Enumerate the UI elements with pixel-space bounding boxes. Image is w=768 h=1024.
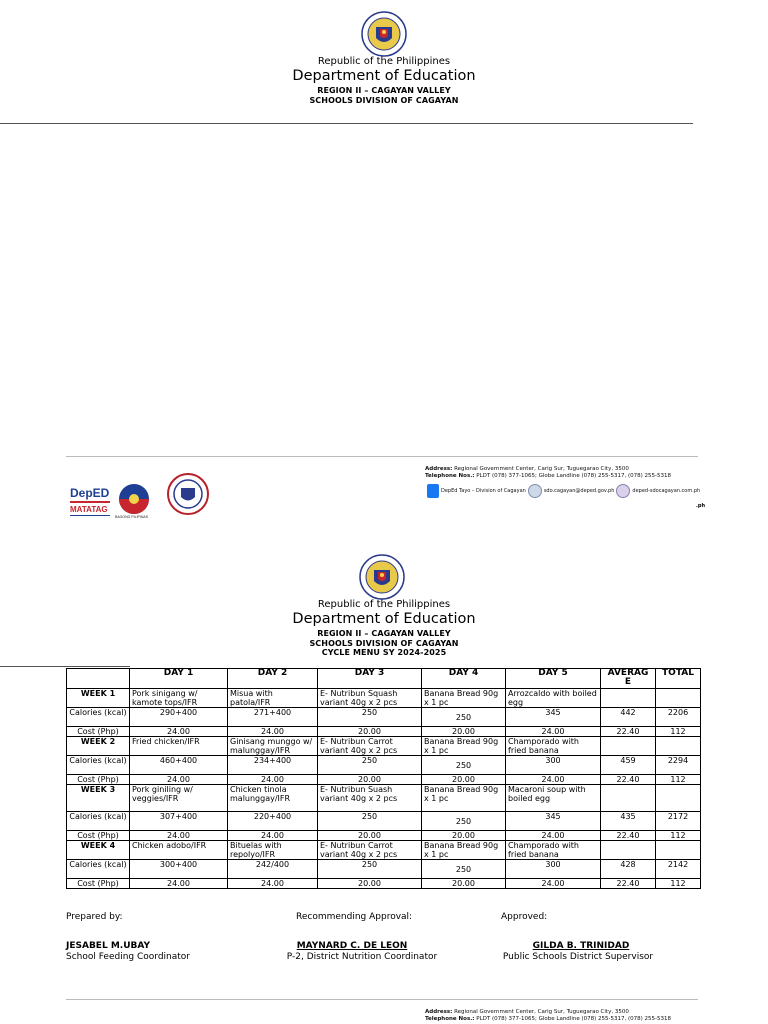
prepared-position: School Feeding Coordinator <box>66 952 190 962</box>
cost-cell: 24.00 <box>130 775 228 785</box>
calories-label: Calories (kcal) <box>67 756 130 775</box>
calorie-cell: 250 <box>422 708 506 727</box>
calorie-cell: 242/400 <box>228 860 318 879</box>
cost-average: 22.40 <box>601 727 656 737</box>
table-row <box>67 775 701 785</box>
deped-seal-page2 <box>359 554 405 600</box>
department-title-2: Department of Education <box>292 611 476 627</box>
approved-position: Public Schools District Supervisor <box>502 952 654 962</box>
menu-cell: Misua with patola/IFR <box>228 689 318 708</box>
cost-total: 112 <box>656 727 701 737</box>
calories-label: Calories (kcal) <box>67 708 130 727</box>
menu-cell: Chicken tinola malunggay/IFR <box>228 785 318 812</box>
calorie-average: 435 <box>601 812 656 831</box>
calorie-cell: 290+400 <box>130 708 228 727</box>
cost-cell: 24.00 <box>130 879 228 889</box>
calorie-cell: 300 <box>506 756 601 775</box>
cost-average: 22.40 <box>601 831 656 841</box>
menu-cell: Ginisang munggo w/ malunggay/IFR <box>228 737 318 756</box>
footer-address: Address: Regional Government Center, Carig Sur, Tuguegarao City, 3500 Telephone Nos.: PLDT (078) 377-1065; Globe Landline (078) 255-5317, (078) 255-5318 <box>425 466 672 479</box>
calorie-total: 2294 <box>656 756 701 775</box>
calorie-cell: 271+400 <box>228 708 318 727</box>
table-row <box>67 727 701 737</box>
table-row <box>67 689 701 708</box>
week-label: WEEK 3 <box>67 785 130 812</box>
calorie-cell: 300+400 <box>130 860 228 879</box>
calorie-cell: 345 <box>506 708 601 727</box>
column-header <box>67 669 130 689</box>
recommending-position: P-2, District Nutrition Coordinator <box>286 952 438 962</box>
deped-logo-text: DepED <box>70 486 110 500</box>
calories-label: Calories (kcal) <box>67 860 130 879</box>
cost-cell: 20.00 <box>422 831 506 841</box>
week-label: WEEK 4 <box>67 841 130 860</box>
cost-average: 22.40 <box>601 879 656 889</box>
svg-text:BAGONG PILIPINAS: BAGONG PILIPINAS <box>115 515 149 519</box>
cost-cell: 20.00 <box>318 775 422 785</box>
calorie-average: 459 <box>601 756 656 775</box>
cost-cell: 24.00 <box>228 727 318 737</box>
table-row <box>67 785 701 812</box>
calorie-total: 2142 <box>656 860 701 879</box>
table-row <box>67 831 701 841</box>
table-row <box>67 860 701 879</box>
cost-average: 22.40 <box>601 775 656 785</box>
calorie-cell: 250 <box>318 860 422 879</box>
facebook-link[interactable]: DepEd Tayo – Division of Cagayan <box>441 488 526 494</box>
cost-cell: 20.00 <box>318 831 422 841</box>
header-divider <box>0 123 693 124</box>
cost-cell: 24.00 <box>228 879 318 889</box>
website-link[interactable]: deped-sdocagayan.com.ph <box>632 488 701 494</box>
cost-total: 112 <box>656 879 701 889</box>
calorie-cell: 234+400 <box>228 756 318 775</box>
table-header-row <box>67 669 701 689</box>
cost-label: Cost (Php) <box>67 775 130 785</box>
menu-cell: Macaroni soup with boiled egg <box>506 785 601 812</box>
menu-cell: E- Nutribun Suash variant 40g x 2 pcs <box>318 785 422 812</box>
cost-cell: 24.00 <box>130 831 228 841</box>
column-header: DAY 5 <box>506 669 601 689</box>
menu-cell: Bituelas with repolyo/IFR <box>228 841 318 860</box>
cost-cell: 20.00 <box>422 727 506 737</box>
cost-cell: 20.00 <box>318 727 422 737</box>
table-row <box>67 879 701 889</box>
footer-divider <box>66 456 698 457</box>
menu-cell: Chicken adobo/IFR <box>130 841 228 860</box>
header-divider-2 <box>0 666 130 667</box>
cost-label: Cost (Php) <box>67 879 130 889</box>
footer-logo-strip-2 <box>68 1018 213 1024</box>
footer-divider-2 <box>66 999 698 1000</box>
menu-cell: Banana Bread 90g x 1 pc <box>422 841 506 860</box>
menu-cell: Arrozcaldo with boiled egg <box>506 689 601 708</box>
menu-cell: Banana Bread 90g x 1 pc <box>422 785 506 812</box>
cost-cell: 20.00 <box>318 879 422 889</box>
region-text-2: REGION II – CAGAYAN VALLEY <box>317 629 451 638</box>
svg-text:MATATAG: MATATAG <box>70 505 108 514</box>
column-header: DAY 1 <box>130 669 228 689</box>
cost-total: 112 <box>656 831 701 841</box>
deped-seal-top <box>361 11 407 57</box>
calorie-cell: 300 <box>506 860 601 879</box>
footer-address-2: Address: Regional Government Center, Carig Sur, Tuguegarao City, 3500 Telephone Nos.: PLDT (078) 377-1065; Globe Landline (078) 255-5317, (078) 255-5318 <box>425 1009 672 1022</box>
recommending-name: MAYNARD C. DE LEON <box>296 941 408 951</box>
menu-cell: Champorado with fried banana <box>506 841 601 860</box>
column-header: TOTAL <box>656 669 701 689</box>
menu-cell: Fried chicken/IFR <box>130 737 228 756</box>
cost-cell: 24.00 <box>506 775 601 785</box>
calorie-cell: 307+400 <box>130 812 228 831</box>
table-row <box>67 708 701 727</box>
prepared-name: JESABEL M.UBAY <box>66 941 150 951</box>
calorie-cell: 250 <box>318 812 422 831</box>
menu-cell: Banana Bread 90g x 1 pc <box>422 737 506 756</box>
table-row <box>67 737 701 756</box>
calorie-cell: 250 <box>318 756 422 775</box>
cost-cell: 24.00 <box>130 727 228 737</box>
week-label: WEEK 2 <box>67 737 130 756</box>
cost-cell: 20.00 <box>422 775 506 785</box>
menu-cell: E- Nutribun Squash variant 40g x 2 pcs <box>318 689 422 708</box>
calorie-cell: 220+400 <box>228 812 318 831</box>
calorie-total: 2172 <box>656 812 701 831</box>
web-icon <box>616 484 630 498</box>
facebook-icon <box>427 484 439 498</box>
footer-logos <box>68 472 213 522</box>
menu-cell: E- Nutribun Carrot variant 40g x 2 pcs <box>318 841 422 860</box>
calorie-cell: 250 <box>422 812 506 831</box>
calories-label: Calories (kcal) <box>67 812 130 831</box>
cost-cell: 24.00 <box>506 727 601 737</box>
region-text: REGION II – CAGAYAN VALLEY <box>317 86 451 95</box>
calorie-cell: 460+400 <box>130 756 228 775</box>
calorie-average: 442 <box>601 708 656 727</box>
cost-cell: 24.00 <box>228 831 318 841</box>
table-row <box>67 841 701 860</box>
approved-label: Approved: <box>501 912 548 922</box>
cost-total: 112 <box>656 775 701 785</box>
calorie-total: 2206 <box>656 708 701 727</box>
cost-cell: 20.00 <box>422 879 506 889</box>
menu-cell: Champorado with fried banana <box>506 737 601 756</box>
email-icon <box>528 484 542 498</box>
menu-cell: Pork sinigang w/ kamote tops/IFR <box>130 689 228 708</box>
calorie-cell: 250 <box>318 708 422 727</box>
cycle-menu-table <box>66 668 701 889</box>
menu-cell: Pork giniling w/ veggies/IFR <box>130 785 228 812</box>
calorie-cell: 250 <box>422 860 506 879</box>
column-header: DAY 3 <box>318 669 422 689</box>
column-header: DAY 4 <box>422 669 506 689</box>
cost-cell: 24.00 <box>228 775 318 785</box>
email-link[interactable]: sdo.cagayan@deped.gov.ph <box>543 488 615 494</box>
cost-cell: 24.00 <box>506 879 601 889</box>
prepared-by-label: Prepared by: <box>66 912 123 922</box>
department-title: Department of Education <box>292 68 476 84</box>
calorie-average: 428 <box>601 860 656 879</box>
cost-label: Cost (Php) <box>67 831 130 841</box>
republic-text-2: Republic of the Philippines <box>317 599 451 610</box>
cost-cell: 24.00 <box>506 831 601 841</box>
calorie-cell: 250 <box>422 756 506 775</box>
recommending-approval-label: Recommending Approval: <box>296 912 413 922</box>
menu-cell: Banana Bread 90g x 1 pc <box>422 689 506 708</box>
week-label: WEEK 1 <box>67 689 130 708</box>
menu-title: CYCLE MENU SY 2024-2025 <box>321 648 447 657</box>
division-text-2: SCHOOLS DIVISION OF CAGAYAN <box>309 639 459 648</box>
calorie-cell: 345 <box>506 812 601 831</box>
approved-name: GILDA B. TRINIDAD <box>532 941 630 951</box>
table-row <box>67 756 701 775</box>
division-text: SCHOOLS DIVISION OF CAGAYAN <box>309 96 459 105</box>
column-header-average: AVERAG E <box>601 669 656 689</box>
cost-label: Cost (Php) <box>67 727 130 737</box>
menu-cell: E- Nutribun Carrot variant 40g x 2 pcs <box>318 737 422 756</box>
republic-text: Republic of the Philippines <box>317 56 451 67</box>
table-row <box>67 812 701 831</box>
footer-contacts <box>427 484 700 498</box>
column-header: DAY 2 <box>228 669 318 689</box>
footer-corner-mark: .ph <box>696 503 706 509</box>
